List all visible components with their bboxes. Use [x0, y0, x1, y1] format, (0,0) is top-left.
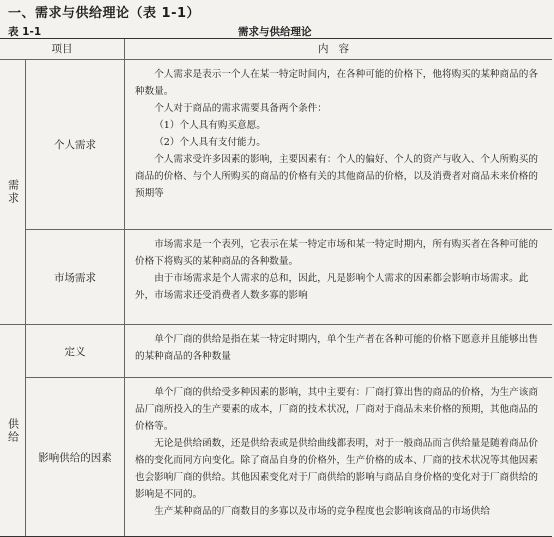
supply-category-label: 供给 — [6, 417, 20, 444]
section-title: 一、需求与供给理论（表 1-1） — [8, 6, 201, 21]
individual-demand-paragraph: 个人需求受许多因素的影响，主要因素有：个人的偏好、个人的资产与收入、个人所购买的商品的价格、与个人所购买的商品的价格有关的其他商品的价格，以及消费者对商品未来价格的预期等 — [135, 154, 538, 199]
supply-definition-label: 定义 — [26, 325, 125, 377]
supply-group — [0, 325, 552, 536]
header-content: 内容 — [318, 43, 359, 55]
demand-group — [0, 60, 552, 325]
individual-demand-label: 个人需求 — [26, 60, 125, 229]
demand-category-cell — [0, 60, 26, 324]
supply-factors-paragraph: 无论是供给函数，还是供给表或是供给曲线都表明，对于一般商品而言供给量是随着商品价格的变化而同方向变化。除了商品自身的价格外，生产价格的成本、厂商的技术状况等其他因素也会影响厂商的供给。其他因素变化对于厂商供给的影响与商品自身价格的变化对于厂商供给的影响是不同的。 — [135, 438, 538, 500]
market-demand-paragraph: 由于市场需求是个人需求的总和，因此，凡是影响个人需求的因素都会影响市场需求。此外，市场需求还受消费者人数多寡的影响 — [135, 273, 529, 301]
supply-definition-paragraph: 单个厂商的供给是指在某一特定时期内，单个生产者在各种可能的价格下愿意并且能够出售的某种商品的各种数量 — [135, 334, 538, 362]
market-demand-label: 市场需求 — [26, 230, 125, 324]
table-number: 表 1-1 — [8, 26, 42, 38]
theory-table — [0, 38, 552, 537]
individual-demand-paragraph: （2）个人具有支付能力。 — [154, 137, 266, 148]
table-header-row — [0, 39, 552, 60]
individual-demand-content — [125, 60, 552, 229]
supply-category-cell — [0, 325, 26, 536]
market-demand-row — [26, 230, 552, 324]
individual-demand-row — [26, 60, 552, 230]
supply-factors-label: 影响供给的因素 — [26, 378, 125, 536]
market-demand-paragraph: 市场需求是一个表列，它表示在某一特定市场和某一特定时期内，所有购买者在各种可能的价格下将购买的某种商品的各种数量。 — [135, 239, 538, 267]
demand-category-label: 需求 — [6, 179, 20, 205]
individual-demand-paragraph: （1）个人具有购买意愿。 — [154, 120, 266, 131]
header-item: 项目 — [0, 39, 125, 59]
individual-demand-paragraph: 个人对于商品的需求需要具备两个条件： — [154, 103, 327, 114]
supply-factors-row — [26, 378, 552, 536]
supply-factors-content — [125, 378, 552, 536]
supply-definition-content — [125, 325, 552, 377]
supply-definition-row — [26, 325, 552, 378]
individual-demand-paragraph: 个人需求是表示一个人在某一特定时间内，在各种可能的价格下，他将购买的某种商品的各种数量。 — [135, 69, 538, 97]
supply-factors-paragraph: 生产某种商品的厂商数目的多寡以及市场的竞争程度也会影响该商品的市场供给 — [154, 506, 490, 517]
supply-factors-paragraph: 单个厂商的供给受多种因素的影响，其中主要有：厂商打算出售的商品的价格，为生产该商品厂商所投入的生产要素的成本，厂商的技术状况，厂商对于商品未来价格的预期，其他商品的价格等。 — [135, 387, 538, 432]
table-caption: 需求与供给理论 — [238, 26, 312, 38]
market-demand-content — [125, 230, 552, 324]
